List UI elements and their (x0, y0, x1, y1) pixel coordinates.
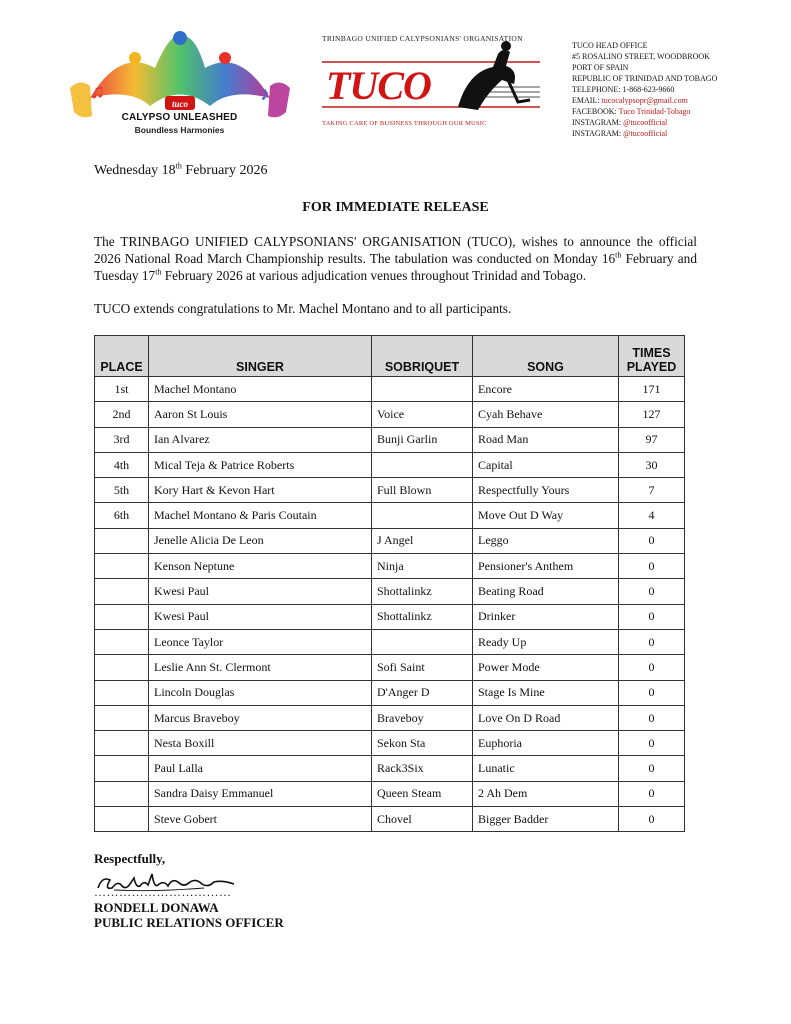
cell-times-played: 0 (619, 604, 685, 629)
cell-song: Leggo (473, 528, 619, 553)
cell-sobriquet: Voice (372, 402, 473, 427)
cell-place (95, 528, 149, 553)
head-office-block (572, 40, 782, 139)
table-row (95, 604, 685, 629)
table-row (95, 655, 685, 680)
instagram-value[interactable]: @tucoofficial (623, 118, 668, 127)
cell-place: 2nd (95, 402, 149, 427)
email-value[interactable]: tucocalypsopr@gmail.com (601, 96, 688, 105)
cell-sobriquet: Rack3Six (372, 756, 473, 781)
cell-sobriquet: Shottalinkz (372, 579, 473, 604)
cell-singer: Lincoln Douglas (149, 680, 372, 705)
cell-singer: Ian Alvarez (149, 427, 372, 452)
cell-place (95, 604, 149, 629)
cell-times-played: 0 (619, 629, 685, 654)
cell-song: Road Man (473, 427, 619, 452)
cell-song: Drinker (473, 604, 619, 629)
cell-times-played: 0 (619, 731, 685, 756)
head-office-line: TUCO HEAD OFFICE (572, 41, 648, 50)
cell-sobriquet: Braveboy (372, 705, 473, 730)
cell-sobriquet: Chovel (372, 807, 473, 832)
results-table (94, 335, 685, 832)
cell-place (95, 680, 149, 705)
congratulations-paragraph: TUCO extends congratulations to Mr. Machel Montano and to all participants. (94, 301, 512, 316)
instagram-label: INSTAGRAM: (572, 129, 622, 138)
cell-place (95, 731, 149, 756)
announcement-paragraph (94, 233, 697, 284)
cell-song: Capital (473, 452, 619, 477)
para1-sup: th (615, 250, 622, 260)
cell-singer: Kwesi Paul (149, 604, 372, 629)
facebook-line (572, 106, 782, 117)
cell-times-played: 7 (619, 478, 685, 503)
cell-times-played: 0 (619, 528, 685, 553)
tuco-logo-org-name: TRINBAGO UNIFIED CALYPSONIANS' ORGANISATION (322, 34, 523, 43)
head-office-line: #5 ROSALINO STREET, WOODBROOK (572, 52, 710, 61)
cell-place (95, 705, 149, 730)
logo-title: CALYPSO UNLEASHED (121, 112, 238, 123)
cell-song: Respectfully Yours (473, 478, 619, 503)
cell-sobriquet: Shottalinkz (372, 604, 473, 629)
cell-sobriquet (372, 377, 473, 402)
para1-part-c: February 2026 at various adjudication venues throughout Trinidad and Tobago. (161, 268, 587, 283)
cell-singer: Nesta Boxill (149, 731, 372, 756)
instagram-label: INSTAGRAM: (572, 118, 622, 127)
cell-song: Beating Road (473, 579, 619, 604)
cell-song: 2 Ah Dem (473, 781, 619, 806)
cell-sobriquet: J Angel (372, 528, 473, 553)
times-header-line1: TIMES (632, 346, 671, 360)
cell-sobriquet: Queen Steam (372, 781, 473, 806)
para1-part-a: The TRINBAGO UNIFIED CALYPSONIANS' ORGANISATION (TUCO), wishes to announce the official 2026 National Road March Championship results. The tabulation was conducted on Monday 16 (94, 234, 697, 266)
cell-song: Stage Is Mine (473, 680, 619, 705)
cell-times-played: 0 (619, 807, 685, 832)
cell-times-played: 97 (619, 427, 685, 452)
table-row (95, 579, 685, 604)
cell-place: 1st (95, 377, 149, 402)
cell-place (95, 756, 149, 781)
results-body (95, 377, 685, 832)
cell-sobriquet: Sekon Sta (372, 731, 473, 756)
cell-singer: Paul Lalla (149, 756, 372, 781)
para1-sup: th (155, 267, 162, 277)
instagram-value[interactable]: @tucoofficial (623, 129, 668, 138)
table-row (95, 756, 685, 781)
cell-singer: Sandra Daisy Emmanuel (149, 781, 372, 806)
cell-place (95, 629, 149, 654)
para1-part-b: February and Tuesday 17 (94, 251, 697, 283)
col-singer-header: SINGER (149, 336, 372, 377)
table-row (95, 452, 685, 477)
closing-salutation: Respectfully, (94, 851, 166, 866)
svg-text:♪: ♪ (260, 83, 270, 105)
cell-song: Love On D Road (473, 705, 619, 730)
cell-times-played: 0 (619, 781, 685, 806)
cell-singer: Mical Teja & Patrice Roberts (149, 452, 372, 477)
cell-place (95, 554, 149, 579)
cell-singer: Leslie Ann St. Clermont (149, 655, 372, 680)
table-row (95, 629, 685, 654)
facebook-label: FACEBOOK: (572, 107, 617, 116)
cell-sobriquet (372, 503, 473, 528)
table-row (95, 402, 685, 427)
logo-badge: tuco (171, 99, 189, 109)
cell-place: 6th (95, 503, 149, 528)
date-prefix: Wednesday 18 (94, 163, 176, 178)
table-row (95, 680, 685, 705)
cell-place (95, 655, 149, 680)
cell-place (95, 807, 149, 832)
cell-singer: Machel Montano (149, 377, 372, 402)
cell-singer: Steve Gobert (149, 807, 372, 832)
release-title: FOR IMMEDIATE RELEASE (302, 200, 489, 215)
table-row (95, 528, 685, 553)
signature-line: …………………………… (94, 885, 232, 899)
cell-times-played: 0 (619, 655, 685, 680)
table-header-row (95, 336, 685, 377)
col-times-header (619, 336, 685, 377)
cell-singer: Kenson Neptune (149, 554, 372, 579)
calypso-unleashed-caption (72, 112, 287, 136)
cell-sobriquet (372, 452, 473, 477)
table-row (95, 554, 685, 579)
cell-song: Move Out D Way (473, 503, 619, 528)
email-line (572, 95, 782, 106)
table-row (95, 478, 685, 503)
head-office-line: TELEPHONE: 1-868-623-9660 (572, 85, 675, 94)
cell-song: Power Mode (473, 655, 619, 680)
cell-times-played: 127 (619, 402, 685, 427)
cell-place: 4th (95, 452, 149, 477)
table-row (95, 731, 685, 756)
cell-singer: Leonce Taylor (149, 629, 372, 654)
date-suffix: February 2026 (181, 163, 268, 178)
col-place-header: PLACE (95, 336, 149, 377)
cell-place: 5th (95, 478, 149, 503)
cell-times-played: 0 (619, 705, 685, 730)
col-sobriquet-header: SOBRIQUET (372, 336, 473, 377)
cell-song: Bigger Badder (473, 807, 619, 832)
cell-times-played: 0 (619, 579, 685, 604)
cell-sobriquet: D'Anger D (372, 680, 473, 705)
cell-times-played: 30 (619, 452, 685, 477)
table-row (95, 705, 685, 730)
table-row (95, 503, 685, 528)
tuco-wordmark: TUCO (326, 63, 431, 108)
table-row (95, 377, 685, 402)
head-office-line: PORT OF SPAIN (572, 63, 629, 72)
cell-place: 3rd (95, 427, 149, 452)
date-sup: th (175, 161, 182, 171)
cell-singer: Aaron St Louis (149, 402, 372, 427)
letter-date (94, 163, 267, 179)
col-song-header: SONG (473, 336, 619, 377)
times-header-line2: PLAYED (626, 360, 677, 374)
cell-singer: Jenelle Alicia De Leon (149, 528, 372, 553)
cell-song: Cyah Behave (473, 402, 619, 427)
cell-place (95, 781, 149, 806)
instagram-line (572, 128, 782, 139)
cell-times-played: 0 (619, 554, 685, 579)
cell-singer: Machel Montano & Paris Coutain (149, 503, 372, 528)
cell-times-played: 0 (619, 756, 685, 781)
signer-title: PUBLIC RELATIONS OFFICER (94, 915, 284, 930)
cell-singer: Kory Hart & Kevon Hart (149, 478, 372, 503)
cell-sobriquet: Full Blown (372, 478, 473, 503)
cell-place (95, 579, 149, 604)
logo-subtitle: Boundless Harmonies (134, 125, 225, 135)
cell-singer: Marcus Braveboy (149, 705, 372, 730)
cell-sobriquet: Ninja (372, 554, 473, 579)
cell-sobriquet: Sofi Saint (372, 655, 473, 680)
tuco-tagline: TAKING CARE OF BUSINESS THROUGH OUR MUSIC (322, 120, 487, 127)
cell-sobriquet (372, 629, 473, 654)
cell-song: Ready Up (473, 629, 619, 654)
table-row (95, 427, 685, 452)
cell-times-played: 171 (619, 377, 685, 402)
cell-song: Encore (473, 377, 619, 402)
cell-song: Euphoria (473, 731, 619, 756)
cell-times-played: 4 (619, 503, 685, 528)
cell-singer: Kwesi Paul (149, 579, 372, 604)
signer-name: RONDELL DONAWA (94, 900, 219, 915)
cell-times-played: 0 (619, 680, 685, 705)
table-row (95, 807, 685, 832)
table-row (95, 781, 685, 806)
svg-text:♫: ♫ (90, 81, 105, 103)
head-office-line: REPUBLIC OF TRINIDAD AND TOBAGO (572, 74, 718, 83)
instagram-line (572, 117, 782, 128)
cell-song: Lunatic (473, 756, 619, 781)
facebook-value[interactable]: Tuco Trinidad-Tobago (618, 107, 691, 116)
cell-song: Pensioner's Anthem (473, 554, 619, 579)
cell-sobriquet: Bunji Garlin (372, 427, 473, 452)
email-label: EMAIL: (572, 96, 600, 105)
